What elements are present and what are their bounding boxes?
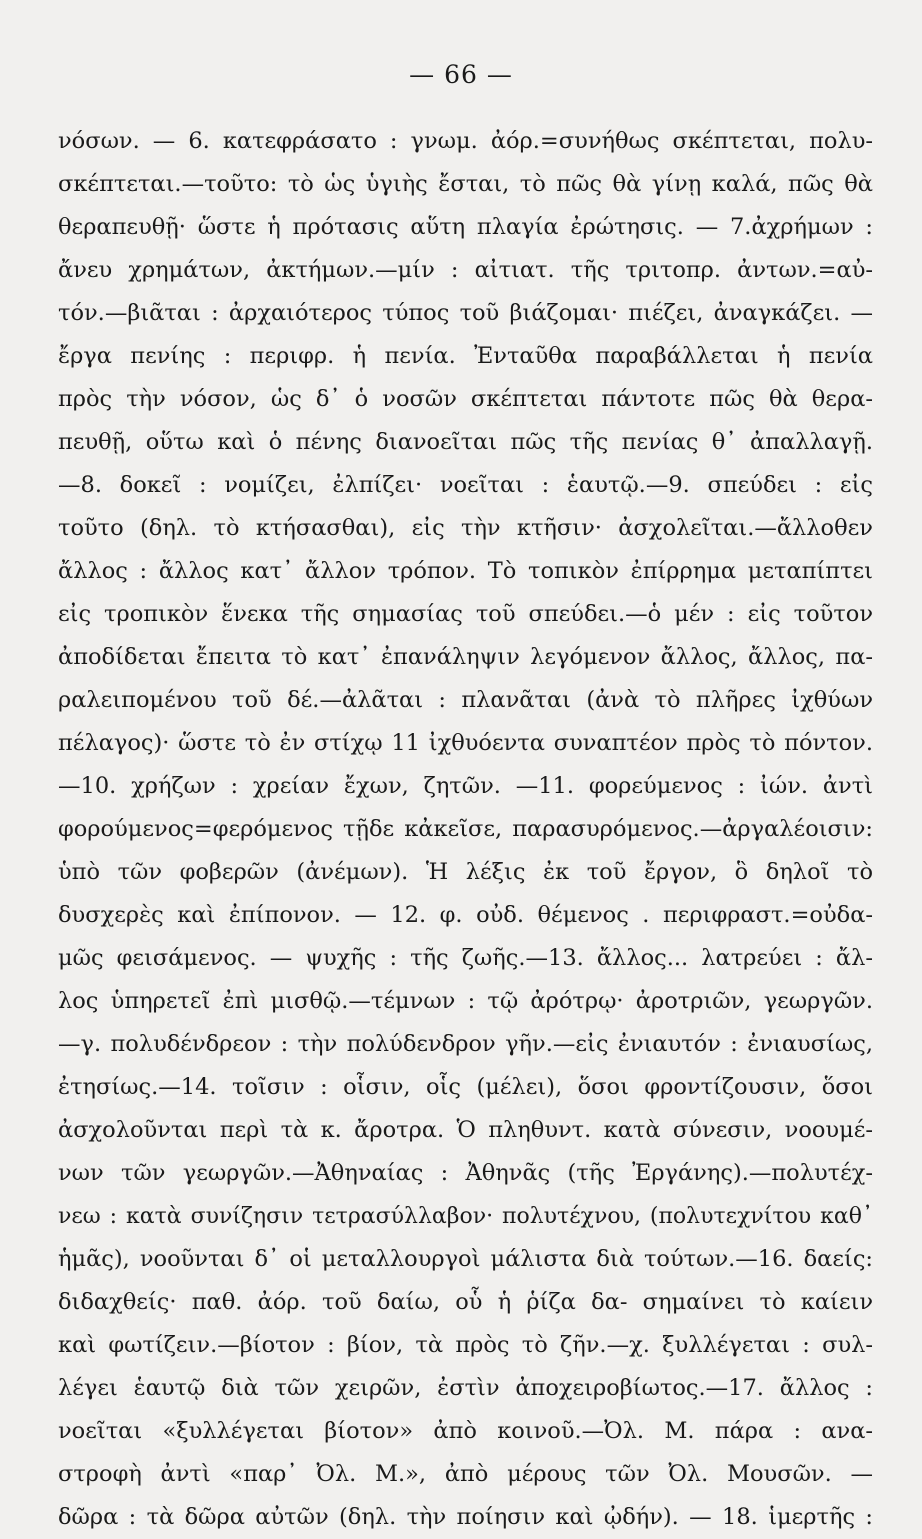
- text-line: δυσχερὲς καὶ ἐπίπονον. — 12. φ. οὐδ. θέμενος . περιφραστ.=οὐδα-: [58, 902, 873, 928]
- text-line: στροφὴ ἀντὶ «παρ᾽ Ὀλ. Μ.», ἀπὸ μέρους τῶν Ὀλ. Μουσῶν. —: [58, 1461, 873, 1487]
- text-line: —γ. πολυδένδρεον : τὴν πολύδενδρον γῆν.—εἰς ἐνιαυτόν : ἐνιαυσίως,: [58, 1031, 873, 1057]
- text-line: διδαχθείς· παθ. ἀόρ. τοῦ δαίω, οὗ ἡ ῥίζα δα- σημαίνει τὸ καίειν: [58, 1289, 873, 1315]
- text-line: σκέπτεται.—τοῦτο: τὸ ὡς ὑγιὴς ἔσται, τὸ πῶς θὰ γίνῃ καλά, πῶς θὰ: [58, 171, 873, 197]
- text-line: πέλαγος)· ὥστε τὸ ἐν στίχῳ 11 ἰχθυόεντα συναπτέον πρὸς τὸ πόντον.: [58, 730, 873, 756]
- text-line: ὑπὸ τῶν φοβερῶν (ἀνέμων). Ἡ λέξις ἐκ τοῦ ἔργον, ὃ δηλοῖ τὸ: [58, 859, 873, 885]
- text-line: —8. δοκεῖ : νομίζει, ἐλπίζει· νοεῖται : ἑαυτῷ.—9. σπεύδει : εἰς: [58, 472, 873, 498]
- text-line: καὶ φωτίζειν.—βίοτον : βίον, τὰ πρὸς τὸ ζῆν.—χ. ξυλλέγεται : συλ-: [58, 1332, 873, 1358]
- text-line: ἄνευ χρημάτων, ἀκτήμων.—μίν : αἰτιατ. τῆς τριτοπρ. ἀντων.=αὐ-: [58, 257, 873, 283]
- text-line: ἡμᾶς), νοοῦνται δ᾽ οἱ μεταλλουργοὶ μάλιστα διὰ τούτων.—16. δαείς:: [58, 1246, 873, 1272]
- text-line: ἀποδίδεται ἔπειτα τὸ κατ᾽ ἐπανάληψιν λεγόμενον ἄλλος, ἄλλος, πα-: [58, 644, 873, 670]
- commentary-text: [58, 120, 873, 1539]
- text-line: δῶρα : τὰ δῶρα αὐτῶν (δηλ. τὴν ποίησιν καὶ ᾠδήν). — 18. ἱμερτῆς :: [58, 1504, 873, 1530]
- text-line: θεραπευθῇ· ὥστε ἡ πρότασις αὕτη πλαγία ἐρώτησις. — 7.ἀχρήμων :: [58, 214, 873, 240]
- text-line: ἄλλος : ἄλλος κατ᾽ ἄλλον τρόπον. Τὸ τοπικὸν ἐπίρρημα μεταπίπτει: [58, 558, 873, 584]
- text-line: τόν.—βιᾶται : ἀρχαιότερος τύπος τοῦ βιάζομαι· πιέζει, ἀναγκάζει. —: [58, 300, 873, 326]
- text-line: ἀσχολοῦνται περὶ τὰ κ. ἄροτρα. Ὁ πληθυντ. κατὰ σύνεσιν, νοουμέ-: [58, 1117, 873, 1143]
- text-line: νων τῶν γεωργῶν.—Ἀθηναίας : Ἀθηνᾶς (τῆς Ἐργάνης).—πολυτέχ-: [58, 1160, 873, 1186]
- text-line: ἔργα πενίης : περιφρ. ἡ πενία. Ἐνταῦθα παραβάλλεται ἡ πενία: [58, 343, 873, 369]
- text-line: νεω : κατὰ συνίζησιν τετρασύλλαβον· πολυτέχνου, (πολυτεχνίτου καθ᾽: [58, 1204, 873, 1229]
- text-line: λος ὑπηρετεῖ ἐπὶ μισθῷ.—τέμνων : τῷ ἀρότρῳ· ἀροτριῶν, γεωργῶν.: [58, 988, 873, 1014]
- text-line: νοεῖται «ξυλλέγεται βίοτον» ἀπὸ κοινοῦ.—Ὀλ. Μ. πάρα : ανα-: [58, 1418, 873, 1444]
- text-line: ἐτησίως.—14. τοῖσιν : οἷσιν, οἷς (μέλει), ὅσοι φροντίζουσιν, ὅσοι: [58, 1074, 873, 1100]
- text-line: λέγει ἑαυτῷ διὰ τῶν χειρῶν, ἐστὶν ἀποχειροβίωτος.—17. ἄλλος :: [58, 1375, 873, 1401]
- text-line: πευθῇ, οὕτω καὶ ὁ πένης διανοεῖται πῶς τῆς πενίας θ᾽ ἀπαλλαγῇ.: [58, 429, 873, 455]
- text-line: —10. χρήζων : χρείαν ἔχων, ζητῶν. —11. φορεύμενος : ἰών. ἀντὶ: [58, 773, 873, 799]
- text-line: μῶς φεισάμενος. — ψυχῆς : τῆς ζωῆς.—13. ἄλλος... λατρεύει : ἄλ-: [58, 945, 873, 971]
- text-line: ραλειπομένου τοῦ δέ.—ἀλᾶται : πλανᾶται (ἀνὰ τὸ πλῆρες ἰχθύων: [58, 687, 873, 713]
- text-line: τοῦτο (δηλ. τὸ κτήσασθαι), εἰς τὴν κτῆσιν· ἀσχολεῖται.—ἄλλοθεν: [58, 515, 873, 541]
- text-line: πρὸς τὴν νόσον, ὡς δ᾽ ὁ νοσῶν σκέπτεται πάντοτε πῶς θὰ θερα-: [58, 386, 873, 412]
- text-line: εἰς τροπικὸν ἕνεκα τῆς σημασίας τοῦ σπεύδει.—ὁ μέν : εἰς τοῦτον: [58, 601, 873, 627]
- text-line: νόσων. — 6. κατεφράσατο : γνωμ. ἀόρ.=συνήθως σκέπτεται, πολυ-: [58, 128, 873, 154]
- text-line: φορούμενος=φερόμενος τῇδε κἀκεῖσε, παρασυρόμενος.—ἀργαλέοισιν:: [58, 816, 873, 842]
- page-number: — 66 —: [409, 60, 513, 89]
